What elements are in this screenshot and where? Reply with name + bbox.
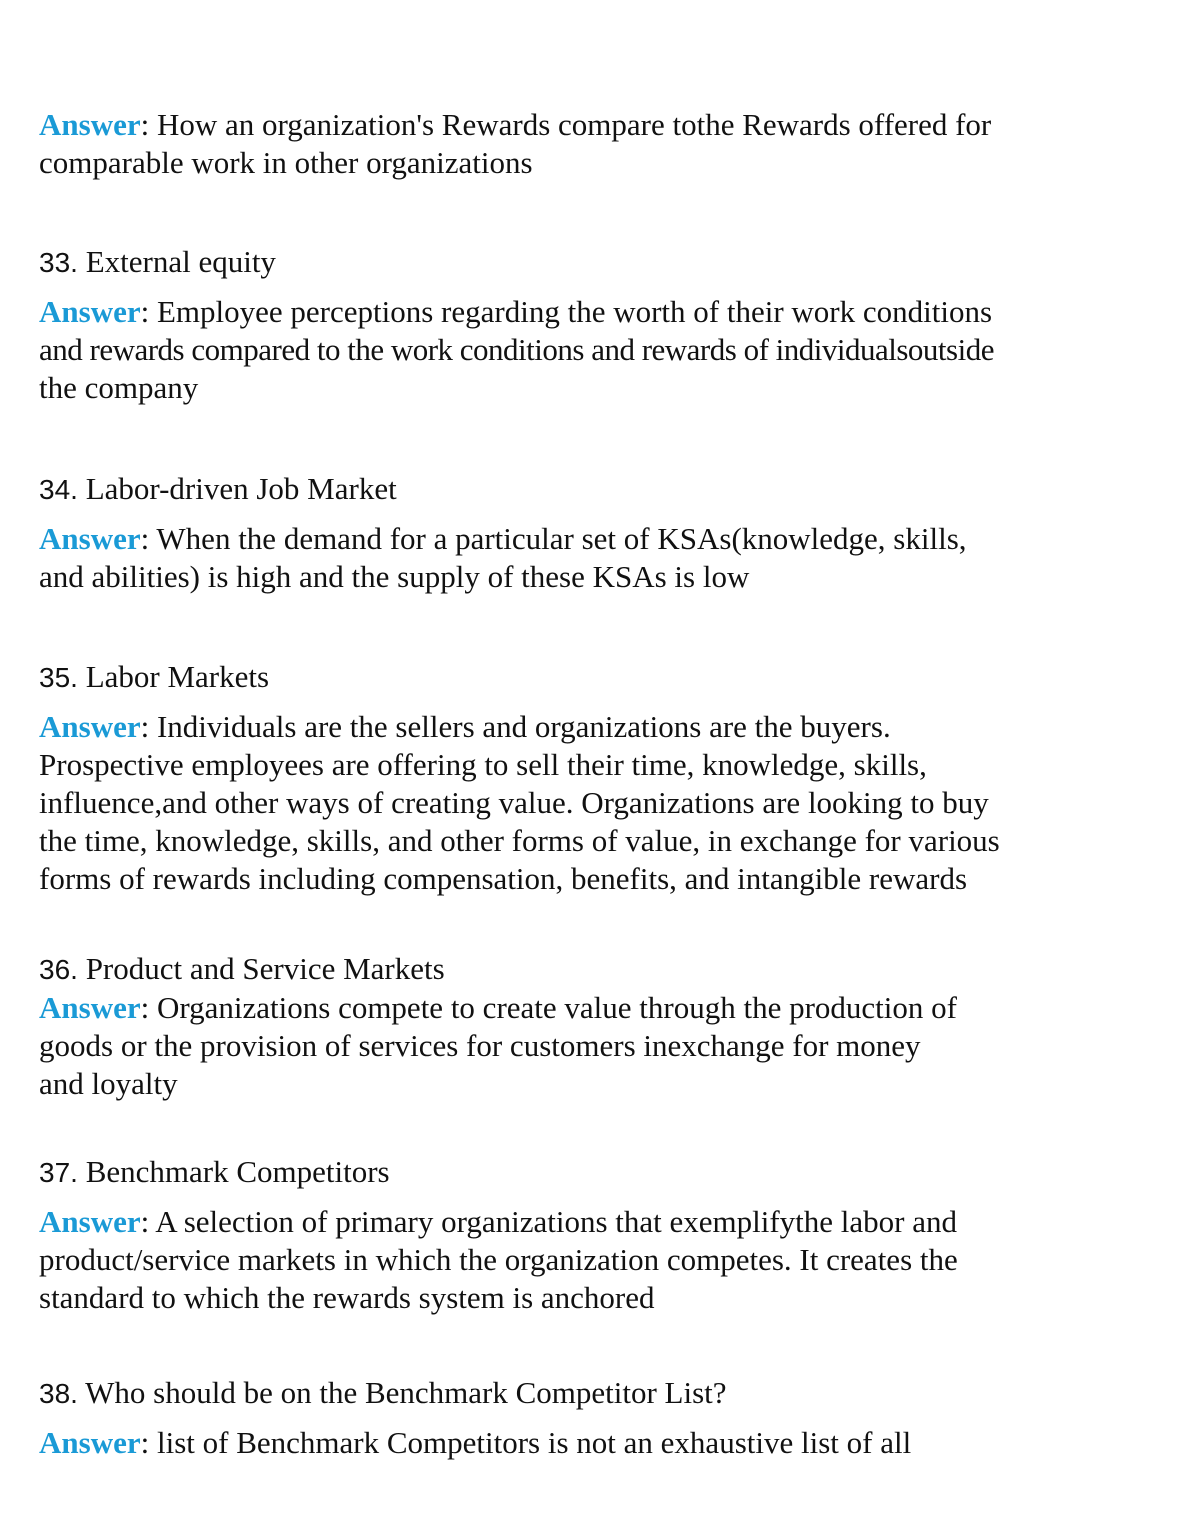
qa-item-37 [39, 1153, 1139, 1317]
answer-label: Answer [39, 1204, 141, 1239]
question-number: 36. [39, 954, 78, 985]
question-number: 35. [39, 662, 78, 693]
answer-line: Answer: Organizations compete to create value through the production of [39, 990, 957, 1025]
qa-item-34 [39, 470, 1139, 596]
answer-line: Prospective employees are offering to sell their time, knowledge, skills, [39, 747, 927, 782]
question-term: Benchmark Competitors [85, 1154, 390, 1189]
answer-label: Answer [39, 294, 141, 329]
qa-item-36 [39, 950, 1139, 1103]
question-line [39, 1153, 1139, 1192]
answer-line: Answer: Employee perceptions regarding the worth of their work conditions [39, 294, 993, 329]
answer-line: Answer: A selection of primary organizations that exemplifythe labor and [39, 1204, 958, 1239]
answer-line: Answer: list of Benchmark Competitors is not an exhaustive list of all [39, 1425, 912, 1460]
answer-line: standard to which the rewards system is anchored [39, 1280, 655, 1315]
answer-line: influence,and other ways of creating value. Organizations are looking to buy [39, 785, 989, 820]
answer-line: and rewards compared to the work conditions and rewards of individualsoutside [39, 332, 994, 367]
question-term: Labor-driven Job Market [85, 471, 397, 506]
answer-line: the company [39, 370, 199, 405]
answer-line: and abilities) is high and the supply of these KSAs is low [39, 559, 750, 594]
question-number: 34. [39, 474, 78, 505]
answer-line: Answer: Individuals are the sellers and organizations are the buyers. [39, 709, 891, 744]
answer-label: Answer [39, 521, 141, 556]
answer-label: Answer [39, 990, 141, 1025]
qa-item-continued [39, 106, 1139, 182]
answer-line: goods or the provision of services for customers inexchange for money [39, 1028, 921, 1063]
qa-item-33 [39, 243, 1139, 407]
answer-line: forms of rewards including compensation, benefits, and intangible rewards [39, 861, 968, 896]
question-term: Product and Service Markets [85, 951, 445, 986]
answer-line: product/service markets in which the organization competes. It creates the [39, 1242, 958, 1277]
question-line [39, 658, 1139, 697]
answer-label: Answer [39, 709, 141, 744]
answer-line: Answer: How an organization's Rewards compare tothe Rewards offered for [39, 107, 992, 142]
answer-line: comparable work in other organizations [39, 145, 533, 180]
answer-label: Answer [39, 1425, 141, 1460]
question-term: External equity [85, 244, 276, 279]
question-number: 38. [39, 1378, 78, 1409]
question-line [39, 950, 1139, 989]
question-number: 33. [39, 247, 78, 278]
question-line [39, 470, 1139, 509]
answer-line: Answer: When the demand for a particular set of KSAs(knowledge, skills, [39, 521, 967, 556]
question-line [39, 1374, 1139, 1413]
answer-line: and loyalty [39, 1066, 178, 1101]
question-number: 37. [39, 1157, 78, 1188]
qa-item-38 [39, 1374, 1139, 1462]
question-line [39, 243, 1139, 282]
answer-label: Answer [39, 107, 141, 142]
question-term: Who should be on the Benchmark Competitor List? [85, 1375, 727, 1410]
answer-line: the time, knowledge, skills, and other forms of value, in exchange for various [39, 823, 1000, 858]
qa-item-35 [39, 658, 1139, 898]
question-term: Labor Markets [85, 659, 270, 694]
